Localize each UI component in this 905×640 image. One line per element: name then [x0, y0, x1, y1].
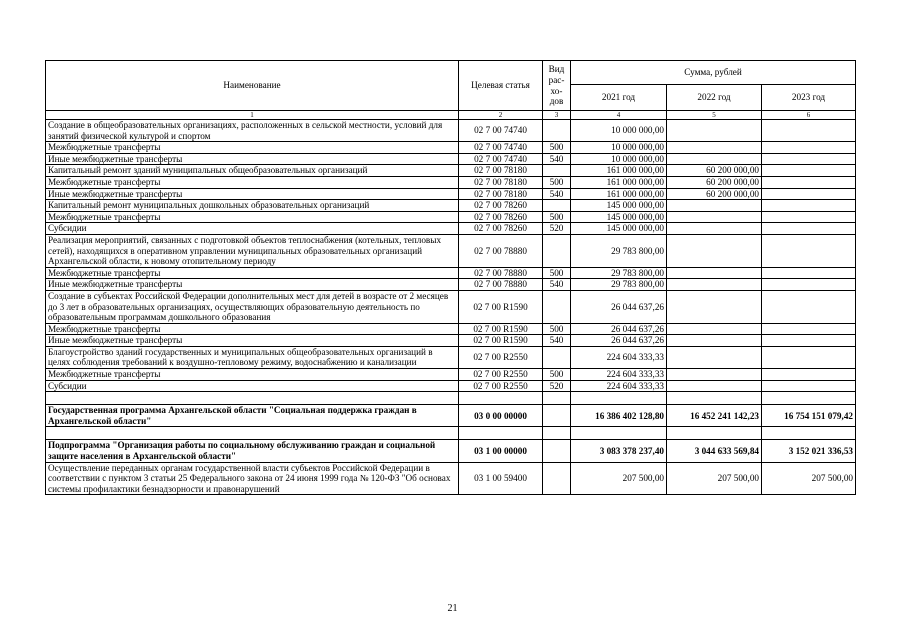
- column-index: 3: [543, 111, 571, 120]
- row-sum-2022: [667, 380, 762, 392]
- row-name: Подпрограмма "Организация работы по социальному обслуживанию граждан и социальной защите населения в Архангельской области": [46, 440, 459, 462]
- row-sum-2021: 10 000 000,00: [571, 153, 667, 165]
- row-sum-2021: 161 000 000,00: [571, 188, 667, 200]
- row-sum-2021: 145 000 000,00: [571, 223, 667, 235]
- table-row: [46, 290, 856, 323]
- row-name: Межбюджетные трансферты: [46, 176, 459, 188]
- row-sum-2023: [762, 165, 856, 177]
- spacer-row: [46, 392, 856, 405]
- row-sum-2023: [762, 176, 856, 188]
- row-sum-2023: [762, 290, 856, 323]
- row-sum-2022: 60 200 000,00: [667, 165, 762, 177]
- row-code: 02 7 00 R1590: [459, 335, 543, 347]
- row-sum-2021: 26 044 637,26: [571, 290, 667, 323]
- row-name: Субсидии: [46, 380, 459, 392]
- empty-cell: [762, 427, 856, 440]
- row-name: Иные межбюджетные трансферты: [46, 188, 459, 200]
- row-sum-2021: 26 044 637,26: [571, 335, 667, 347]
- empty-cell: [46, 392, 459, 405]
- table-row: [46, 346, 856, 368]
- row-sum-2023: [762, 369, 856, 381]
- row-name: Иные межбюджетные трансферты: [46, 153, 459, 165]
- row-name: Межбюджетные трансферты: [46, 267, 459, 279]
- row-name: Межбюджетные трансферты: [46, 323, 459, 335]
- row-code: 02 7 00 R2550: [459, 346, 543, 368]
- row-code: 02 7 00 78180: [459, 176, 543, 188]
- row-expense-type: 500: [543, 369, 571, 381]
- row-sum-2022: 60 200 000,00: [667, 188, 762, 200]
- empty-cell: [459, 392, 543, 405]
- header-sum: Сумма, рублей: [571, 61, 856, 85]
- row-sum-2023: [762, 234, 856, 267]
- table-row: [46, 176, 856, 188]
- row-expense-type: [543, 462, 571, 495]
- empty-cell: [543, 427, 571, 440]
- row-sum-2021: 207 500,00: [571, 462, 667, 495]
- row-sum-2021: 16 386 402 128,80: [571, 405, 667, 427]
- table-row: [46, 323, 856, 335]
- row-code: 02 7 00 R1590: [459, 323, 543, 335]
- header-type: Вид рас-хо-дов: [543, 61, 571, 111]
- table-row: [46, 188, 856, 200]
- row-sum-2023: [762, 200, 856, 212]
- row-code: 02 7 00 R2550: [459, 380, 543, 392]
- table-row: [46, 279, 856, 291]
- row-expense-type: 520: [543, 223, 571, 235]
- table-row: [46, 120, 856, 142]
- row-sum-2022: 207 500,00: [667, 462, 762, 495]
- row-sum-2022: [667, 290, 762, 323]
- row-sum-2021: 26 044 637,26: [571, 323, 667, 335]
- empty-cell: [571, 427, 667, 440]
- row-name: Создание в общеобразовательных организациях, расположенных в сельской местности, условий для занятий физической культурой и спортом: [46, 120, 459, 142]
- row-sum-2022: [667, 335, 762, 347]
- row-sum-2022: 60 200 000,00: [667, 176, 762, 188]
- row-sum-2023: [762, 279, 856, 291]
- table-row: [46, 234, 856, 267]
- row-sum-2023: [762, 120, 856, 142]
- row-sum-2022: [667, 267, 762, 279]
- row-sum-2021: 29 783 800,00: [571, 267, 667, 279]
- row-expense-type: 540: [543, 188, 571, 200]
- row-expense-type: [543, 290, 571, 323]
- column-index: 6: [762, 111, 856, 120]
- row-sum-2022: [667, 369, 762, 381]
- row-code: 02 7 00 R2550: [459, 369, 543, 381]
- row-code: 02 7 00 78180: [459, 165, 543, 177]
- table-row: [46, 462, 856, 495]
- table-row: [46, 200, 856, 212]
- row-sum-2023: [762, 142, 856, 154]
- row-sum-2022: 3 044 633 569,84: [667, 440, 762, 462]
- row-sum-2022: [667, 142, 762, 154]
- header-name: Наименование: [46, 61, 459, 111]
- row-sum-2021: 10 000 000,00: [571, 120, 667, 142]
- row-code: 02 7 00 78880: [459, 279, 543, 291]
- table-row: [46, 405, 856, 427]
- empty-cell: [667, 392, 762, 405]
- row-code: 02 7 00 74740: [459, 153, 543, 165]
- row-code: 02 7 00 78260: [459, 200, 543, 212]
- header-year-2023: 2023 год: [762, 85, 856, 111]
- row-sum-2023: [762, 323, 856, 335]
- row-code: 03 1 00 59400: [459, 462, 543, 495]
- spacer-row: [46, 427, 856, 440]
- row-sum-2021: 161 000 000,00: [571, 165, 667, 177]
- row-expense-type: 500: [543, 323, 571, 335]
- column-index-row: [46, 111, 856, 120]
- row-sum-2021: 145 000 000,00: [571, 211, 667, 223]
- row-sum-2021: 10 000 000,00: [571, 142, 667, 154]
- empty-cell: [543, 392, 571, 405]
- column-index: 1: [46, 111, 459, 120]
- row-expense-type: 500: [543, 176, 571, 188]
- row-expense-type: [543, 200, 571, 212]
- row-name: Осуществление переданных органам государственной власти субъектов Российской Федерации в соответствии с пунктом 3 статьи 25 Федерального закона от 24 июня 1999 года № 120-ФЗ "Об основах системы профилактики безнадзорности и правонарушений: [46, 462, 459, 495]
- row-name: Иные межбюджетные трансферты: [46, 335, 459, 347]
- row-sum-2023: [762, 346, 856, 368]
- row-code: 02 7 00 78880: [459, 267, 543, 279]
- row-code: 02 7 00 74740: [459, 120, 543, 142]
- row-sum-2022: [667, 223, 762, 235]
- table-row: [46, 211, 856, 223]
- header-code: Целевая статья: [459, 61, 543, 111]
- row-sum-2022: [667, 279, 762, 291]
- row-sum-2023: [762, 223, 856, 235]
- column-index: 4: [571, 111, 667, 120]
- row-sum-2022: [667, 323, 762, 335]
- row-sum-2021: 29 783 800,00: [571, 234, 667, 267]
- row-sum-2022: [667, 346, 762, 368]
- row-sum-2023: 16 754 151 079,42: [762, 405, 856, 427]
- table-row: [46, 165, 856, 177]
- empty-cell: [46, 427, 459, 440]
- row-sum-2022: [667, 120, 762, 142]
- row-expense-type: 540: [543, 335, 571, 347]
- row-name: Субсидии: [46, 223, 459, 235]
- row-sum-2023: [762, 335, 856, 347]
- row-sum-2023: [762, 188, 856, 200]
- row-sum-2021: 224 604 333,33: [571, 346, 667, 368]
- table-row: [46, 440, 856, 462]
- table-row: [46, 142, 856, 154]
- empty-cell: [667, 427, 762, 440]
- row-name: Межбюджетные трансферты: [46, 369, 459, 381]
- row-code: 02 7 00 78880: [459, 234, 543, 267]
- row-sum-2023: 207 500,00: [762, 462, 856, 495]
- row-expense-type: [543, 405, 571, 427]
- row-code: 02 7 00 R1590: [459, 290, 543, 323]
- table-row: [46, 153, 856, 165]
- table-row: [46, 369, 856, 381]
- page-number: 21: [447, 603, 458, 614]
- row-expense-type: [543, 234, 571, 267]
- header-year-2022: 2022 год: [667, 85, 762, 111]
- header-year-2021: 2021 год: [571, 85, 667, 111]
- row-name: Создание в субъектах Российской Федерации дополнительных мест для детей в возрасте от 2 месяцев до 3 лет в образовательных организациях, осуществляющих образовательную деятельность по образовательным программам дошкольного образования: [46, 290, 459, 323]
- row-expense-type: [543, 440, 571, 462]
- budget-table: [45, 60, 856, 495]
- row-name: Капитальный ремонт зданий муниципальных общеобразовательных организаций: [46, 165, 459, 177]
- row-name: Реализация мероприятий, связанных с подготовкой объектов теплоснабжения (котельных, тепловых сетей), находящихся в оперативном управлении муниципальных образовательных организаций Архангельской области, к новому отопительному периоду: [46, 234, 459, 267]
- row-sum-2022: [667, 211, 762, 223]
- row-sum-2021: 3 083 378 237,40: [571, 440, 667, 462]
- row-expense-type: 520: [543, 380, 571, 392]
- row-expense-type: [543, 120, 571, 142]
- empty-cell: [571, 392, 667, 405]
- row-expense-type: [543, 165, 571, 177]
- row-sum-2023: [762, 380, 856, 392]
- row-code: 03 1 00 00000: [459, 440, 543, 462]
- row-expense-type: 500: [543, 142, 571, 154]
- row-expense-type: [543, 346, 571, 368]
- row-sum-2023: [762, 153, 856, 165]
- row-sum-2022: 16 452 241 142,23: [667, 405, 762, 427]
- column-index: 2: [459, 111, 543, 120]
- row-expense-type: 540: [543, 279, 571, 291]
- row-name: Капитальный ремонт муниципальных дошкольных образовательных организаций: [46, 200, 459, 212]
- row-code: 02 7 00 78180: [459, 188, 543, 200]
- row-sum-2021: 145 000 000,00: [571, 200, 667, 212]
- row-sum-2023: [762, 211, 856, 223]
- row-expense-type: 500: [543, 267, 571, 279]
- row-name: Благоустройство зданий государственных и муниципальных общеобразовательных организаций в целях соблюдения требований к воздушно-тепловому режиму, водоснабжению и канализации: [46, 346, 459, 368]
- table-row: [46, 223, 856, 235]
- row-name: Государственная программа Архангельской области "Социальная поддержка граждан в Архангельской области": [46, 405, 459, 427]
- row-code: 02 7 00 74740: [459, 142, 543, 154]
- empty-cell: [762, 392, 856, 405]
- row-sum-2023: [762, 267, 856, 279]
- row-name: Межбюджетные трансферты: [46, 142, 459, 154]
- row-expense-type: 500: [543, 211, 571, 223]
- empty-cell: [459, 427, 543, 440]
- row-name: Иные межбюджетные трансферты: [46, 279, 459, 291]
- row-code: 02 7 00 78260: [459, 211, 543, 223]
- row-sum-2023: 3 152 021 336,53: [762, 440, 856, 462]
- row-name: Межбюджетные трансферты: [46, 211, 459, 223]
- row-sum-2021: 161 000 000,00: [571, 176, 667, 188]
- row-sum-2021: 29 783 800,00: [571, 279, 667, 291]
- row-code: 02 7 00 78260: [459, 223, 543, 235]
- row-expense-type: 540: [543, 153, 571, 165]
- row-sum-2022: [667, 153, 762, 165]
- row-sum-2021: 224 604 333,33: [571, 369, 667, 381]
- row-code: 03 0 00 00000: [459, 405, 543, 427]
- table-row: [46, 267, 856, 279]
- row-sum-2021: 224 604 333,33: [571, 380, 667, 392]
- row-sum-2022: [667, 234, 762, 267]
- table-row: [46, 335, 856, 347]
- column-index: 5: [667, 111, 762, 120]
- row-sum-2022: [667, 200, 762, 212]
- table-row: [46, 380, 856, 392]
